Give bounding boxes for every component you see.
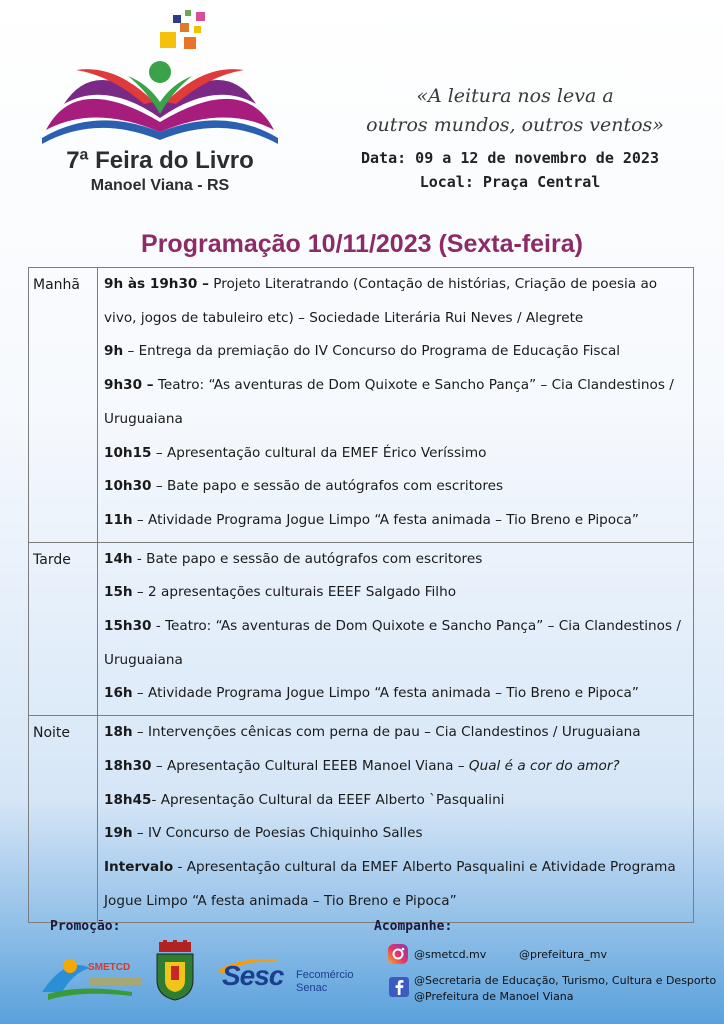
event-location: Local: Praça Central [419,173,601,191]
quote-line-2: outros mundos, outros ventos» [366,114,664,136]
schedule-time: 10h15 [104,444,152,461]
schedule-item [104,335,687,369]
schedule-row [29,542,694,716]
schedule-time: 10h30 [104,478,152,495]
schedule-table [28,267,694,923]
schedule-item [104,817,687,851]
book-logo-icon [36,10,284,150]
schedule-description: - Bate papo e sessão de autógrafos com escritores [132,550,483,567]
schedule-time: 16h [104,685,133,702]
schedule-description: – Bate papo e sessão de autógrafos com escritores [151,478,504,495]
schedule-description: – Atividade Programa Jogue Limpo “A festa animada – Tio Breno e Pipoca” [132,511,639,528]
instagram-handle-smetcd[interactable]: @smetcd.mv [414,948,487,961]
slogan-quote [330,82,700,140]
facebook-page-prefeitura[interactable]: @Prefeitura de Manoel Viana [414,990,574,1003]
schedule-row [29,268,694,543]
facebook-page-secretaria[interactable]: @Secretaria de Educação, Turismo, Cultura e Desporto [414,974,717,987]
fecomercio-senac [296,969,353,995]
senac-text: Senac [296,982,328,994]
fair-logo [36,10,284,200]
schedule-description: – Apresentação cultural da EMEF Érico Veríssimo [151,444,487,461]
schedule-item [104,677,687,711]
schedule-highlight: Qual é a cor do amor? [468,757,620,774]
period-label: Noite [29,716,98,923]
program-title: Programação 10/11/2023 (Sexta-feira) [141,230,583,258]
schedule-item [104,576,687,610]
schedule-description: - Teatro: “As aventuras de Dom Quixote e Sancho Pança” – Cia Clandestinos / Uruguaiana [104,618,681,668]
schedule-item [104,851,687,918]
schedule-item [104,716,687,750]
quote-line-1: «A leitura nos leva a [416,85,614,107]
schedule-time: 9h às 19h30 – [104,276,209,292]
schedule-description: – 2 apresentações culturais EEEF Salgado Filho [132,584,457,601]
smetcd-logo-icon [40,948,150,1004]
schedule-time: 18h45 [104,791,152,808]
schedule-time: 9h30 – [104,377,154,394]
schedule-item [104,437,687,471]
schedule-time: 15h [104,584,133,601]
follow-label: Acompanhe: [374,919,453,934]
period-label: Tarde [29,542,98,716]
schedule-description: Teatro: “As aventuras de Dom Quixote e Sancho Pança” – Cia Clandestinos / Uruguaiana [104,377,674,427]
period-label: Manhã [29,268,98,543]
fair-subtitle: Manoel Viana - RS [90,177,230,194]
schedule-time: 14h [104,550,133,567]
sesc-text: Sesc [222,960,284,991]
schedule-item [104,784,687,818]
smetcd-text: SMETCD [88,962,131,973]
schedule-row [29,716,694,923]
schedule-time: 15h30 [104,618,152,635]
promotion-label: Promoção: [50,919,121,934]
schedule-item [104,369,687,436]
fecomercio-text: Fecomércio [296,969,354,981]
period-events [98,542,694,716]
schedule-time: 18h30 [104,757,152,774]
schedule-description: – IV Concurso de Poesias Chiquinho Salles [132,825,423,842]
instagram-handle-prefeitura[interactable]: @prefeitura_mv [519,948,607,961]
schedule-description: Projeto Literatrando (Contação de histórias, Criação de poesia ao vivo, jogos de tabuleiro etc) – Sociedade Literária Rui Neves / Alegrete [104,276,658,326]
schedule-description: - Apresentação cultural da EMEF Alberto Pasqualini e Atividade Programa Jogue Limpo “A festa animada – Tio Breno e Pipoca” [104,858,676,909]
schedule-item [104,504,687,538]
schedule-description: – Apresentação Cultural EEEB Manoel Viana – [151,757,469,774]
schedule-time: Intervalo [104,858,174,875]
schedule-item [104,610,687,677]
schedule-item [104,750,687,784]
schedule-item [104,470,687,504]
schedule-time: 9h [104,343,124,360]
schedule-time: 18h [104,724,133,741]
schedule-item [104,268,687,335]
schedule-time: 11h [104,511,133,528]
schedule-description: – Entrega da premiação do IV Concurso do Programa de Educação Fiscal [123,343,621,360]
fair-title: 7ª Feira do Livro [66,147,254,174]
schedule-time: 19h [104,825,133,842]
period-events [98,268,694,543]
schedule-description: - Apresentação Cultural da EEEF Alberto `Pasqualini [151,791,505,808]
instagram-icon[interactable] [387,943,409,965]
schedule-description: – Atividade Programa Jogue Limpo “A festa animada – Tio Breno e Pipoca” [132,685,639,702]
municipal-crest-icon [153,940,197,1002]
schedule-item [104,543,687,577]
event-info [330,146,690,194]
period-events [98,716,694,923]
facebook-icon[interactable] [388,976,410,998]
event-date: Data: 09 a 12 de novembro de 2023 [360,149,659,167]
schedule-description: – Intervenções cênicas com perna de pau – Cia Clandestinos / Uruguaiana [132,724,641,741]
